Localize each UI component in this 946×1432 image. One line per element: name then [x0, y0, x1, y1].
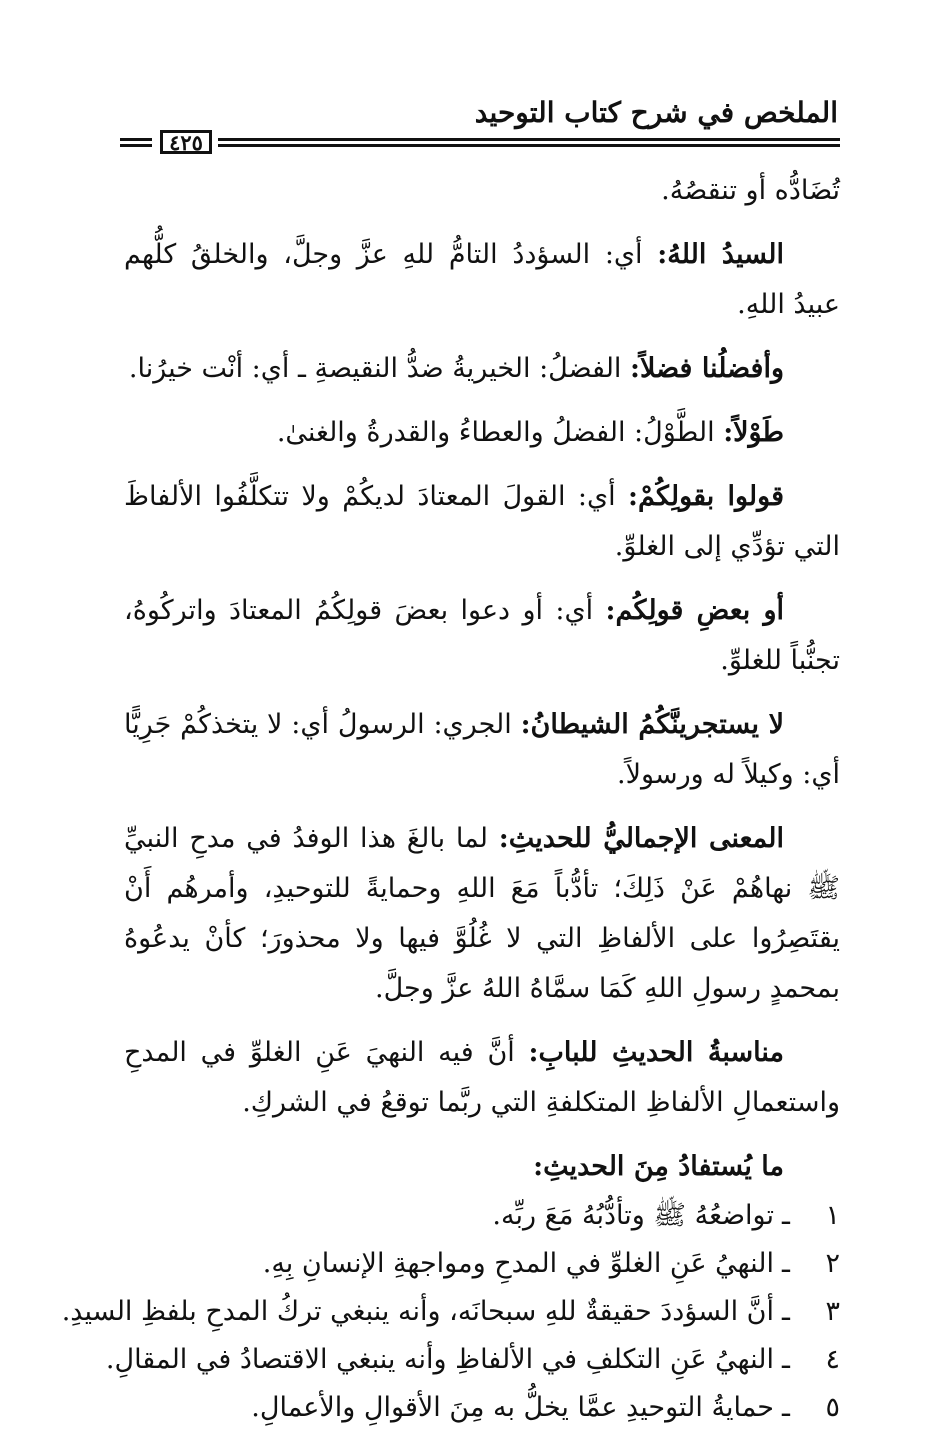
header-rule-line [120, 144, 152, 147]
defined-term: وأفضلُنا فضلاً: [630, 353, 784, 384]
header-rule-line [120, 138, 152, 141]
definition-text: أي: السؤددُ التامُّ للهِ عزَّ وجلَّ، والخلقُ كلُّهم عبيدُ اللهِ. [124, 239, 840, 320]
benefit-number: ٥ [825, 1392, 840, 1423]
benefit-text: حمايةُ التوحيدِ عمَّا يخلُّ به مِنَ الأقوالِ والأعمالِ. [251, 1392, 774, 1423]
defined-term: لا يستجرينَّكُمُ الشيطانُ: [520, 709, 785, 740]
benefit-number: ٣ [825, 1296, 840, 1327]
definition-paragraph [124, 472, 840, 572]
summary-text: لما بالغَ هذا الوفدُ في مدحِ النبيِّ ﷺ نهاهُمْ عَنْ ذَلِكَ؛ تأدُّباً مَعَ اللهِ وحمايةً للتوحيدِ، وأمرهُم أَنْ يقتَصِرُوا على الألفاظِ التي لا غُلُوَّ فيها ولا محذورَ؛ كأنْ يدعُوهُ بمحمدٍ رسولِ اللهِ كَمَا سمَّاهُ اللهُ عزَّ وجلَّ. [124, 823, 840, 1004]
definition-text: أي: القولَ المعتادَ لديكُمْ ولا تتكلَّفُوا الألفاظَ التي تؤدِّي إلى الغلوِّ. [124, 481, 840, 562]
page-body [61, 166, 840, 1432]
paragraph-text: تُضَادُّه أو تنقصُهُ. [661, 175, 840, 206]
definition-paragraph [124, 408, 840, 458]
defined-term: السيدُ اللهُ: [657, 239, 784, 270]
defined-term: قولوا بقولِكُمْ: [628, 481, 784, 512]
benefit-number: ٤ [825, 1344, 840, 1375]
benefit-item [124, 1240, 840, 1288]
benefit-number: ١ [825, 1200, 840, 1231]
running-header-title: الملخص في شرح كتاب التوحيد [474, 96, 838, 129]
list-dash: ـ [782, 1248, 790, 1279]
benefit-text: تواضعُهُ ﷺ وتأدُّبُهُ مَعَ ربِّه. [492, 1200, 774, 1231]
summary-paragraph [124, 814, 840, 1014]
definition-text: الفضلُ: الخيريةُ ضدُّ النقيصةِ ـ أي: أنْت خيرُنا. [128, 353, 631, 384]
benefits-list [61, 1192, 840, 1432]
section-term: مناسبةُ الحديثِ للبابِ: [528, 1037, 784, 1068]
defined-term: أو بعضِ قولِكُم: [605, 595, 785, 626]
benefits-heading: ما يُستفادُ مِنَ الحديثِ: [533, 1151, 784, 1182]
header-rule-line [218, 138, 840, 141]
benefit-text: أنَّ السؤددَ حقيقةٌ للهِ سبحانَه، وأنه ينبغي تركُ المدحِ بلفظِ السيدِ. [61, 1296, 774, 1327]
header-rule-line [218, 144, 840, 147]
benefit-text: النهيُ عَنِ التكلفِ في الألفاظِ وأنه ينبغي الاقتصادُ في المقالِ. [105, 1344, 774, 1375]
paragraph-continuation [124, 166, 840, 216]
benefit-item [105, 1336, 840, 1384]
benefit-item [61, 1288, 840, 1336]
relevance-paragraph [124, 1028, 840, 1128]
definition-paragraph [124, 230, 840, 330]
list-dash: ـ [782, 1344, 790, 1375]
benefit-text: النهيُ عَنِ الغلوِّ في المدحِ ومواجهةِ الإنسانِ بِهِ. [262, 1248, 774, 1279]
header-rule [120, 130, 840, 156]
page-number: ٤٢٥ [160, 130, 212, 154]
defined-term: طَوْلاً: [723, 417, 784, 448]
definition-text: أي: أو دعوا بعضَ قولِكُمُ المعتادَ واتركُوهُ، تجنُّباً للغلوِّ. [124, 595, 840, 676]
section-term: المعنى الإجماليُّ للحديثِ: [498, 823, 784, 854]
definition-text: الجري: الرسولُ أي: لا يتخذكُمْ جَرِيًّا أي: وكيلاً له ورسولاً. [124, 709, 840, 790]
definition-paragraph [124, 586, 840, 686]
list-dash: ـ [782, 1200, 790, 1231]
definition-text: الطَّوْلُ: الفضلُ والعطاءُ والقدرةُ والغنىٰ. [276, 417, 724, 448]
list-dash: ـ [782, 1392, 790, 1423]
definition-paragraph [124, 700, 840, 800]
relevance-text: أنَّ فيه النهيَ عَنِ الغلوِّ في المدحِ واستعمالِ الألفاظِ المتكلفةِ التي ربَّما توقعُ في الشركِ. [124, 1037, 840, 1118]
definition-paragraph [124, 344, 840, 394]
benefit-number: ٢ [825, 1248, 840, 1279]
benefit-item [124, 1192, 840, 1240]
list-dash: ـ [782, 1296, 790, 1327]
benefit-item [124, 1384, 840, 1432]
